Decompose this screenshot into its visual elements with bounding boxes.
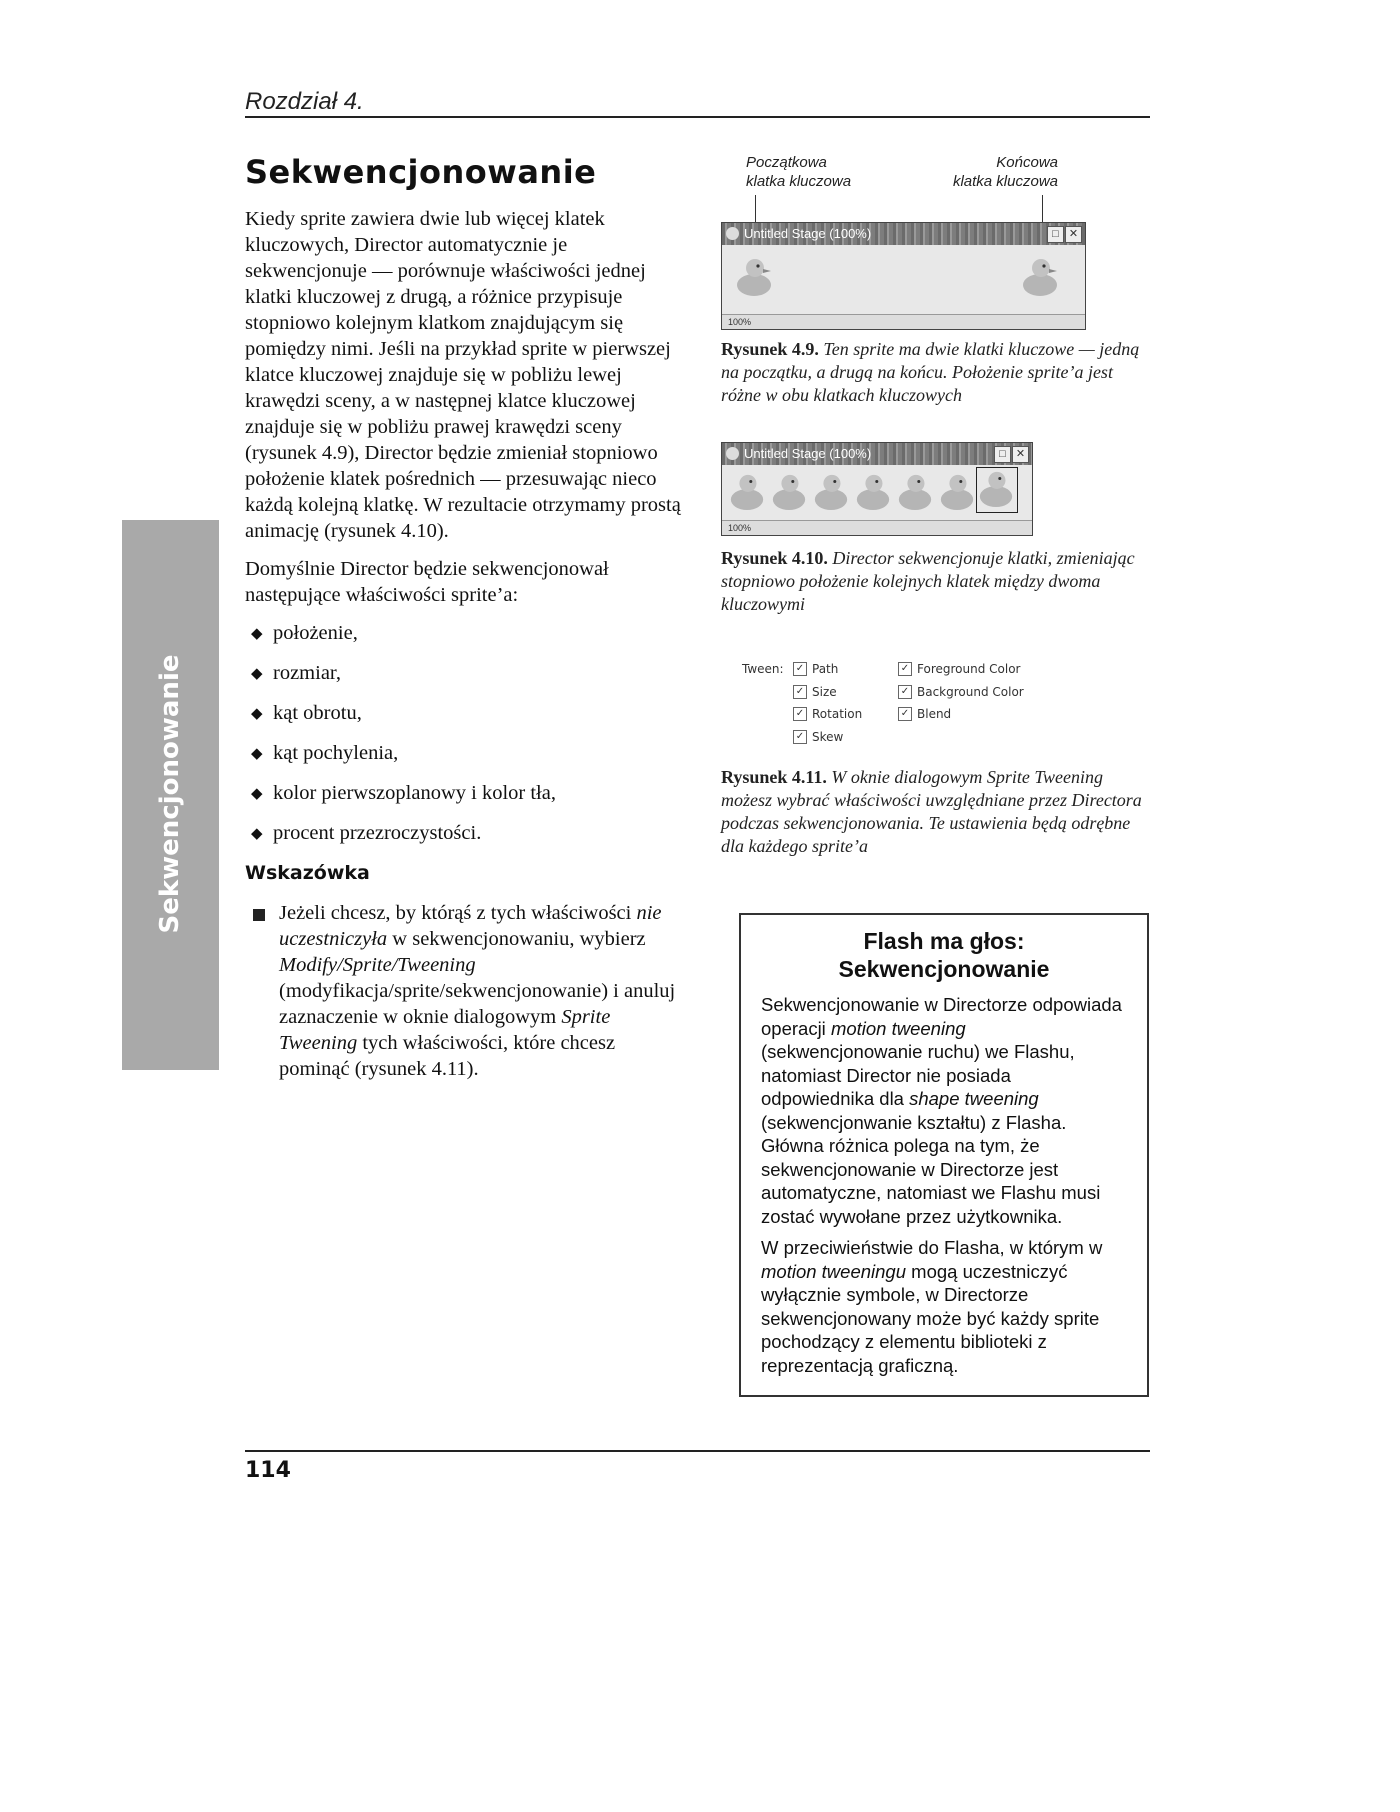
list-item: ◆ położenie, [245,620,690,646]
stage-window-fig49 [721,222,1086,330]
duck-sprite-end-icon [1020,255,1060,297]
chapter-header: Rozdział 4. [245,88,364,115]
duck-sprite-icon [770,471,808,511]
intro-paragraph: Kiedy sprite zawiera dwie lub więcej klatek kluczowych, Director automatycznie je sekwencjonuje — porównuje właściwości jednej klatki kluczowej z drugą, a różnice przypisuje stopniowo kolejnym klatkom znajdującym się pomiędzy nimi. Jeśli na przykład sprite w pierwszej klatce kluczowej znajduje się w pobliżu lewej krawędzi sceny, a w następnej klatce kluczowej znajduje się w pobliżu prawej krawędzi sceny (rysunek 4.9), Director będzie zmieniał stopniowo położenie klatek pośrednich — przesuwając nieco każdą kolejną klatkę. W rezultacie otrzymamy prostą animację (rysunek 4.10). [245,208,681,542]
sidebar-paragraph-2: W przeciwieństwie do Flasha, w którym w motion tweeningu mogą uczestniczyć wyłącznie symbole, w Directorze sekwencjonowany może być każdy sprite pochodzący z elementu biblioteki z reprezentacją graficzną. [761,1237,1103,1376]
duck-sprite-icon [938,471,976,511]
maximize-button[interactable]: □ [1047,226,1064,243]
left-column [245,206,690,1082]
default-paragraph: Domyślnie Director będzie sekwencjonował następujące właściwości sprite’a: [245,558,609,606]
checkbox-background-color[interactable]: ✓ Background Color [898,685,1024,699]
stage-status-bar: 100% [722,314,1085,329]
stage-status-bar: 100% [722,520,1032,535]
duck-sprite-icon [854,471,892,511]
property-list [245,620,690,846]
checkbox-path[interactable]: ✓ Path [793,662,838,676]
checkbox-foreground-color[interactable]: ✓ Foreground Color [898,662,1020,676]
close-button[interactable]: ✕ [1065,226,1082,243]
list-item: ◆ kolor pierwszoplanowy i kolor tła, [245,780,690,806]
side-tab [122,520,219,1070]
stage-title-bar: Untitled Stage (100%) □ ✕ [722,223,1085,245]
sidebar-box-title: Flash ma głos: Sekwencjonowanie [838,928,1050,982]
figure-caption-4-9: Rysunek 4.9. Ten sprite ma dwie klatki kluczowe — jedną na początku, a drugą na końcu. Położenie sprite’a jest różne w obu klatkach kluczowych [721,339,1140,405]
callout-start-keyframe: Początkowa klatka kluczowa [746,154,852,190]
stage-title-bar: Untitled Stage (100%) □ ✕ [722,443,1032,465]
tip-text: Jeżeli chcesz, by którąś z tych właściwości nie uczestniczyła w sekwencjonowaniu, wybierz Modify/Sprite/Tweening (modyfikacja/sprite/sekwencjonowanie) i anuluj zaznaczenie w oknie dialogowym Sprite Tweening tych właściwości, które chcesz pominąć (rysunek 4.11). [245,900,690,1082]
stage-window-fig410 [721,442,1033,536]
figure-caption-4-10: Rysunek 4.10. Director sekwencjonuje klatki, zmieniając stopniowo położenie kolejnych klatek między dwoma kluczowymi [721,548,1135,614]
page-number: 114 [245,1458,291,1483]
list-item: ◆ kąt pochylenia, [245,740,690,766]
duck-sprite-selected-icon [977,468,1015,508]
checkbox-check-icon: ✓ [793,662,807,676]
duck-sprite-icon [896,471,934,511]
checkbox-check-icon: ✓ [793,730,807,744]
duck-sprite-start-icon [734,255,774,297]
director-icon [726,447,739,460]
checkbox-size[interactable]: ✓ Size [793,685,837,699]
checkbox-check-icon: ✓ [898,707,912,721]
tween-label: Tween: [742,662,784,676]
duck-sprite-icon [812,471,850,511]
flash-sidebar-box [739,913,1149,1397]
checkbox-rotation[interactable]: ✓ Rotation [793,707,862,721]
list-item: ◆ rozmiar, [245,660,690,686]
side-tab-label: Sekwencjonowanie [155,654,185,934]
checkbox-check-icon: ✓ [898,662,912,676]
checkbox-check-icon: ✓ [898,685,912,699]
checkbox-check-icon: ✓ [793,707,807,721]
footer-rule [245,1450,1150,1452]
section-title: Sekwencjonowanie [245,153,597,191]
director-icon [726,227,739,240]
sidebar-paragraph-1: Sekwencjonowanie w Directorze odpowiada operacji motion tweening (sekwencjonowanie ruchu) we Flashu, natomiast Director nie posiada odpowiednika dla shape tweening (sekwencjonwanie kształtu) z Flasha. Główna różnica polega na tym, że sekwencjonowanie w Directorze jest automatyczne, natomiast we Flashu musi zostać wywołane przez użytkownika. [761,994,1122,1227]
callout-end-keyframe: Końcowa klatka kluczowa [952,154,1058,190]
checkbox-skew[interactable]: ✓ Skew [793,730,843,744]
maximize-button[interactable]: □ [994,446,1011,463]
sidebar-box-body [741,983,1147,1377]
figure-caption-4-11: Rysunek 4.11. W oknie dialogowym Sprite Tweening możesz wybrać właściwości uwzględniane przez Directora podczas sekwencjonowania. Te ustawienia będą odrębne dla każdego sprite’a [721,767,1142,856]
list-item: ◆ procent przezroczystości. [245,820,690,846]
checkbox-check-icon: ✓ [793,685,807,699]
checkbox-blend[interactable]: ✓ Blend [898,707,951,721]
close-button[interactable]: ✕ [1012,446,1029,463]
list-item: ◆ kąt obrotu, [245,700,690,726]
duck-sprite-icon [728,471,766,511]
selected-sprite-outline[interactable] [976,467,1018,513]
header-rule [245,116,1150,118]
tip-heading: Wskazówka [245,862,370,884]
